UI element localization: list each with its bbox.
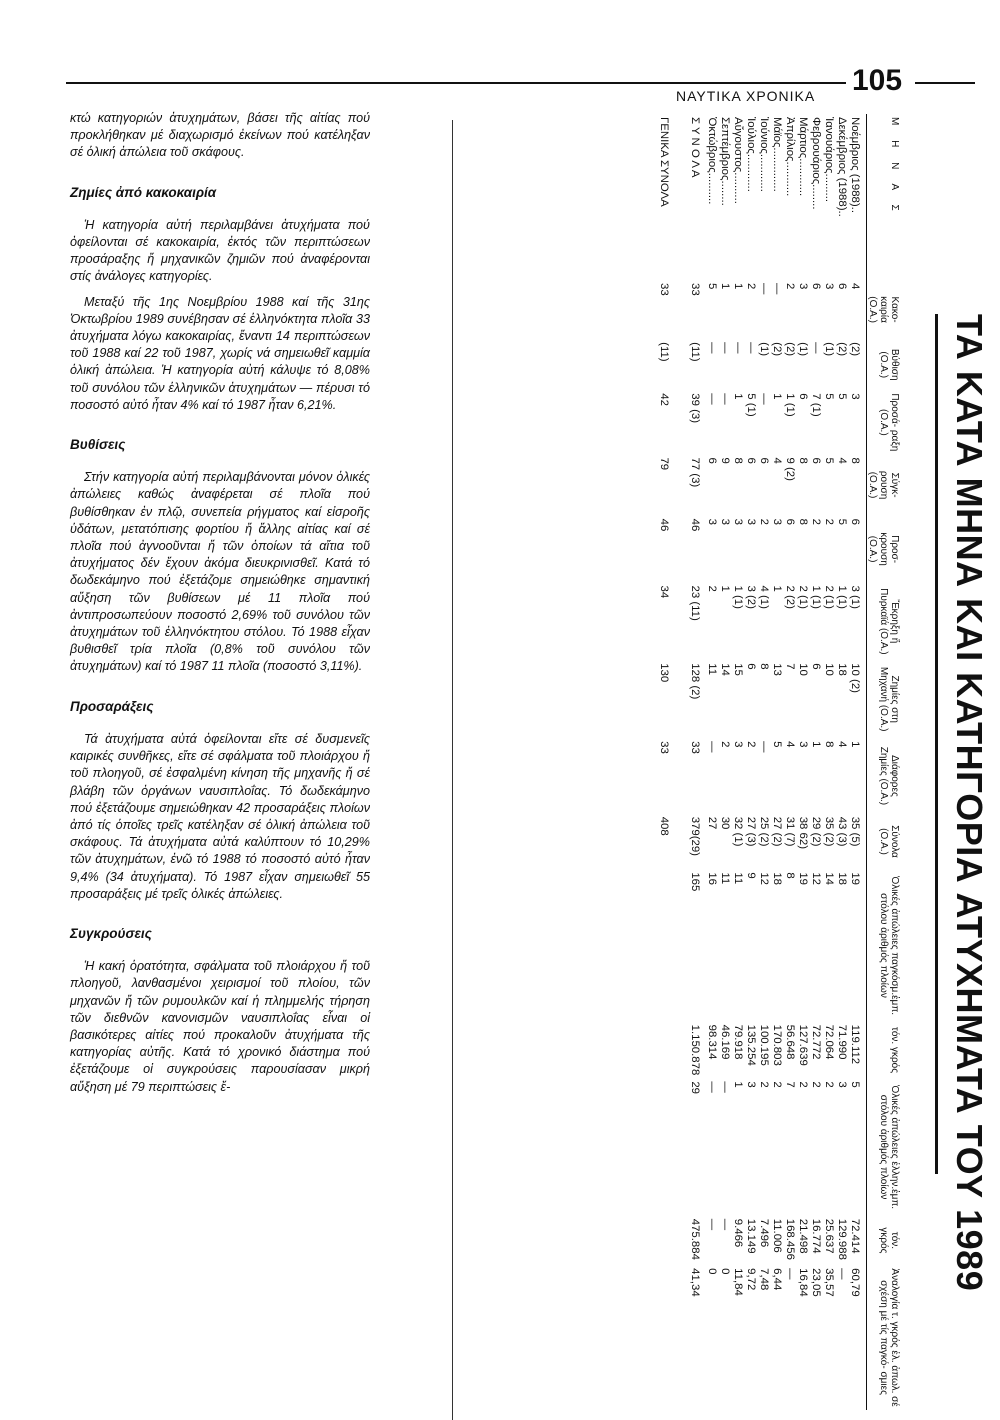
value-cell: 23,05 [810, 1268, 823, 1297]
value-cell: 35 (2) [823, 816, 836, 847]
value-cell: 33 [689, 283, 702, 296]
column-header: Ἔκρηξη ἤ Πυρκαϊά (Ο.Α.) [878, 588, 900, 655]
section-heading: Συγκρούσεις [70, 925, 152, 941]
month-cell: ΓΕΝΙΚΑ ΣΥΝΟΛΑ [658, 117, 671, 207]
column-header: Ζημίες στη Μηχανή (Ο.Α.) [878, 666, 900, 732]
value-cell: 6 [836, 283, 849, 290]
value-cell: 3 [849, 393, 862, 400]
value-cell: 3 [836, 1081, 849, 1088]
value-cell: 127.639 [797, 1024, 810, 1066]
value-cell: 41,34 [689, 1268, 702, 1297]
value-cell: 130 [658, 663, 671, 683]
value-cell: 168.456 [784, 1218, 797, 1260]
value-cell: 0 [706, 1268, 719, 1275]
value-cell: — [758, 283, 771, 295]
value-cell: 39 (3) [689, 393, 702, 423]
value-cell [658, 1022, 689, 1079]
value-cell: 6 [784, 518, 797, 525]
month-cell: Ὀκτώβριος.......... [706, 117, 719, 205]
table-header-row [867, 114, 901, 1410]
value-cell: 33 [689, 741, 702, 754]
value-cell: 1 [719, 283, 732, 290]
value-cell: 27 (3) [745, 816, 758, 847]
accidents-table [658, 114, 900, 1410]
value-cell: — [719, 393, 732, 405]
value-cell: 10 [823, 663, 836, 676]
month-cell: Νοέμβριος (1988).. [849, 117, 862, 214]
value-cell: 33 [658, 283, 671, 296]
value-cell: 170.803 [771, 1024, 784, 1066]
value-cell: 3 [719, 518, 732, 525]
value-cell: (1) [797, 342, 810, 357]
value-cell: 38 62) [797, 816, 810, 849]
value-cell: 43 (3) [836, 816, 849, 847]
table-row [784, 114, 797, 1410]
table-row [836, 114, 849, 1410]
value-cell: 1 [849, 741, 862, 748]
grand-total-row [658, 114, 689, 1410]
value-cell: 12 [810, 872, 823, 886]
section-heading: Προσαράξεις [70, 698, 154, 714]
paragraph: Τά ἀτυχήματα αὐτά ὀφείλονται εἴτε σέ δυσμενεῖς καιρικές συνθῆκες, εἴτε σέ σφάλματα τοῦ πλοιάρχου ἤ τοῦ πλοηγοῦ, σέ ἐσφαλμένη κίνηση τῆς μηχανῆς ἤ σέ βλάβη τῶν ὀργάνων ναυσιπλοΐας. Τό δωδεκάμηνο πού ἐξετάζουμε σημειώθηκαν 42 προσαράξεις πλοίων ἀπό τίς ὁποῖες τρεῖς κατέληξαν σέ ὁλική ἀπώλεια τοῦ σκάφους. Τά ἀτυχήματα αὐτά καλύπτουν τό 10,29% τῶν ἀτυχημάτων, ἐνῶ τό 1988 τό ποσοστό αὐτό ἦταν 9,4% (34 ἀτυχήματα). Τό 1987 εἶχαν σημειωθεῖ 55 προσαράξεις μέ τρεῖς ὁλικές ἀπώλειες. [70, 731, 370, 901]
value-cell: — [706, 1081, 719, 1093]
value-cell: — [719, 1218, 732, 1231]
value-cell: 25.637 [823, 1218, 836, 1254]
table-row [849, 114, 862, 1410]
value-cell: 5 [836, 518, 849, 525]
value-cell: 1 [810, 741, 823, 748]
table-row [771, 114, 784, 1410]
value-cell: 7.496 [758, 1218, 771, 1248]
value-cell: 46 [689, 518, 702, 532]
value-cell: 100.195 [758, 1024, 771, 1066]
paragraph: Στήν κατηγορία αὐτή περιλαμβάνονται μόνον ὁλικές ἀπώλειες καθώς ἀναφέρεται σέ πλοῖα πού βυθίσθηκαν ἐν πλῷ, συνεπεία ρήγματος καί εἰσροῆς ὑδάτων, μετατόπισης φορτίου ἤ ἄλλης αἰτίας καί σέ πλοῖα πού ἀγνοοῦνται ἤ τῶν ὁποίων τά αἴτια τοῦ ἀτυχήματος δέν ἔχουν ἀκόμα διευκρινισθεῖ. Κατά τό δωδεκάμηνο πού ἐξετάζομε σημειώθηκε σημαντική αὔξηση τῶν βυθίσεων μέ 11 πλοῖα πού ἀντιπροσωπεύουν ποσοστό 2,69% τοῦ συνόλου τῶν ἀτυχημάτων τοῦ ἑλληνόκτητου στόλου. Τό 1988 εἶχαν βυθισθεῖ τρία πλοῖα (0,8% τοῦ συνόλου τῶν ἀτυχημάτων) καί τό 1987 11 πλοῖα (ποσοστό 3,11%). [70, 470, 370, 674]
value-cell: 18 [836, 872, 849, 886]
value-cell: 16,84 [797, 1268, 810, 1297]
value-cell: 9 [745, 872, 758, 879]
value-cell: (1) [823, 342, 836, 357]
value-cell: 3 [797, 283, 810, 290]
month-cell: Ἀπρίλιος........... [784, 117, 797, 197]
value-cell: 3 [732, 741, 745, 748]
value-cell: 0 [719, 1268, 732, 1275]
sum-row [689, 114, 706, 1410]
value-cell: — [745, 342, 758, 354]
value-cell: 5 [823, 393, 836, 400]
value-cell: — [706, 342, 719, 354]
value-cell: — [732, 342, 745, 354]
value-cell: 4 [836, 741, 849, 748]
table-row [823, 114, 836, 1410]
value-cell: 79.918 [732, 1024, 745, 1060]
value-cell: 16.774 [810, 1218, 823, 1254]
title-rule [935, 314, 938, 1174]
value-cell: 3 (2) [745, 585, 758, 609]
value-cell: 13 [771, 663, 784, 676]
value-cell: 6 [797, 393, 810, 400]
column-header: Διάφορες Ζημίες (Ο.Α.) [878, 746, 900, 806]
value-cell: (2) [771, 342, 784, 357]
table-row [706, 114, 719, 1410]
value-cell: 8 [797, 457, 810, 464]
value-cell: 27 [706, 816, 719, 830]
value-cell: 6 [810, 283, 823, 290]
value-cell: 19 [849, 872, 862, 886]
value-cell: 3 [745, 1081, 758, 1088]
value-cell: 1 (1) [836, 585, 849, 609]
value-cell: 34 [658, 585, 671, 599]
header-rule-row [862, 114, 867, 1410]
value-cell: 5 [823, 457, 836, 464]
value-cell: 11,84 [732, 1268, 745, 1296]
value-cell: 2 [810, 1081, 823, 1088]
value-cell: 8 [797, 518, 810, 525]
value-cell: 1 [732, 283, 745, 290]
value-cell: 60,79 [849, 1268, 862, 1297]
value-cell: 5 [771, 741, 784, 748]
journal-title: ΝΑΥΤΙΚΑ ΧΡΟΝΙΚΑ [676, 88, 816, 104]
value-cell: 7 (1) [810, 393, 823, 417]
column-header: Ὁλικές ἀπώλειες ἑλλην.ἐμπ. στόλου ἀριθμός πλοίων [878, 1084, 900, 1210]
value-cell: 11 [719, 872, 732, 885]
value-cell: 31 (7) [784, 816, 797, 847]
month-cell: Αὔγουστος.......... [732, 117, 745, 204]
month-cell: Σ Υ Ν Ο Λ Α [689, 117, 702, 178]
value-cell: 30 [719, 816, 732, 830]
column-header: Σύνολα (Ο.Α.) [878, 825, 900, 858]
value-cell: 4 [836, 457, 849, 464]
value-cell: (1) [758, 342, 771, 357]
paragraph: Μεταξύ τῆς 1ης Νοεμβρίου 1988 καί τῆς 31ης Ὀκτωβρίου 1989 συνέβησαν σέ ἑλληνόκτητα πλοῖα 33 ἀτυχήματα λόγω κακοκαιρίας, ἔναντι 14 περιπτώσεων τοῦ 1988 καί 22 τοῦ 1987, χωρίς νά σημειωθεῖ καμμία ὁλική ἀπώλεια. Ἡ κατηγορία αὐτή κάλυψε τό 8,08% τοῦ συνόλου τῶν ἑλληνικῶν ἀτυχημάτων — πέρυσι τό ποσοστό αὐτό ἦταν 4% καί τό 1987 ἦταν 6,21%. [70, 294, 370, 412]
value-cell: 3 [745, 518, 758, 525]
column-divider [452, 120, 453, 1420]
value-cell: (2) [849, 342, 862, 357]
value-cell: 475.884 [689, 1218, 702, 1260]
table-row [719, 114, 732, 1410]
value-cell: — [706, 393, 719, 405]
column-header: Σύγκ- ρουση (Ο.Α.) [867, 470, 900, 500]
value-cell: 14 [823, 872, 836, 886]
value-cell: 46 [658, 518, 671, 532]
value-cell: 9,72 [745, 1268, 758, 1291]
section-heading: Ζημίες ἀπό κακοκαιρία [70, 184, 217, 200]
value-cell: 9.466 [732, 1218, 745, 1248]
value-cell: 6 [758, 457, 771, 464]
column-header: τόν. γκρός [878, 1227, 900, 1254]
column-header: Βύθιση (Ο.Α.) [878, 348, 900, 381]
month-cell: Φεβρουάριος........ [810, 117, 823, 210]
value-cell: 6 [810, 457, 823, 464]
value-cell: 5 (1) [745, 393, 758, 417]
value-cell: 21.498 [797, 1218, 810, 1254]
value-cell: 11 [706, 663, 719, 676]
value-cell: 12 [758, 872, 771, 886]
value-cell: 2 [758, 518, 771, 525]
value-cell: 9 [719, 457, 732, 464]
value-cell: 23 (11) [689, 585, 702, 621]
value-cell: 1 [719, 585, 732, 592]
value-cell: 2 [719, 741, 732, 748]
value-cell: 35,57 [823, 1268, 836, 1297]
value-cell: 3 [823, 283, 836, 290]
value-cell: 2 [771, 1081, 784, 1088]
value-cell: 16 [706, 872, 719, 886]
table-row [810, 114, 823, 1410]
value-cell: 2 [797, 1081, 810, 1088]
value-cell: 8 [784, 872, 797, 879]
value-cell: 27 (2) [771, 816, 784, 847]
column-header: Κακο- καιρία (Ο.Α.) [867, 296, 900, 323]
value-cell: 19 [797, 872, 810, 886]
table-row [758, 114, 771, 1410]
month-cell: Ἰανουάριος......... [823, 117, 836, 203]
value-cell: 72.772 [810, 1024, 823, 1060]
page-number: 105 [852, 64, 903, 97]
article-column [70, 110, 370, 1104]
value-cell: 6 [745, 457, 758, 464]
value-cell: 6 [810, 663, 823, 670]
value-cell: 25 (2) [758, 816, 771, 847]
value-cell: 98.314 [706, 1024, 719, 1060]
value-cell: 2 (1) [823, 585, 836, 609]
column-header: Μ Η Ν Α Σ [889, 117, 900, 217]
value-cell: 7,48 [758, 1268, 771, 1291]
paragraph: Ἡ κατηγορία αὐτή περιλαμβάνει ἀτυχήματα πού ὀφείλονται σέ κακοκαιρία, ἐκτός τῶν περιπτώσεων προσάραξης ἤ μηχανικῶν ζημιῶν πού ἀναφέρονται στίς ἀνάλογες κατηγορίες. [70, 217, 370, 284]
value-cell [658, 1265, 689, 1410]
value-cell: 1 (1) [810, 585, 823, 609]
value-cell: 72.414 [849, 1218, 862, 1254]
value-cell: 128 (2) [689, 663, 702, 700]
value-cell: 72.064 [823, 1024, 836, 1060]
value-cell: 165 [689, 872, 702, 892]
value-cell: 7 [784, 663, 797, 670]
value-cell: 18 [836, 663, 849, 676]
value-cell: 6,44 [771, 1268, 784, 1291]
value-cell: 18 [771, 872, 784, 886]
value-cell: 2 [758, 1081, 771, 1088]
column-header: Ὁλικές ἀπώλειες παγκόσμ.ἐμπ. στόλου ἀριθμός πλοίων [878, 875, 900, 1015]
value-cell: 32 (1) [732, 816, 745, 847]
value-cell: 10 (2) [849, 663, 862, 693]
value-cell: — [758, 741, 771, 753]
value-cell: 5 [849, 1081, 862, 1088]
month-cell: Δεκέμβριος (1988).. [836, 117, 849, 217]
value-cell: (2) [784, 342, 797, 357]
table-row [732, 114, 745, 1410]
value-cell: 79 [658, 457, 671, 471]
value-cell: (11) [658, 342, 671, 362]
value-cell: 119.112 [849, 1024, 862, 1065]
value-cell: — [706, 741, 719, 753]
column-header: Προσά- ραξη (Ο.Α.) [878, 393, 900, 452]
value-cell: 10 [797, 663, 810, 676]
value-cell: 77 (3) [689, 457, 702, 488]
value-cell: 7 [784, 1081, 797, 1088]
value-cell [658, 1216, 689, 1265]
rotated-table-block [470, 100, 990, 1410]
value-cell: 2 [823, 1081, 836, 1088]
value-cell: 4 [849, 283, 862, 290]
value-cell: 15 [732, 663, 745, 676]
value-cell: 3 [732, 518, 745, 525]
value-cell: 8 [849, 457, 862, 464]
value-cell: 8 [758, 663, 771, 670]
header-rule [66, 82, 846, 84]
column-header: τόν. γκρός [889, 1026, 900, 1074]
table-title: ΤΑ ΚΑΤΑ ΜΗΝΑ ΚΑΙ ΚΑΤΗΓΟΡΙΑ ΑΤΥΧΗΜΑΤΑ ΤΟΥ 1989 [949, 314, 990, 1292]
value-cell: 2 [823, 518, 836, 525]
value-cell: 2 [745, 283, 758, 290]
value-cell: 2 (1) [797, 585, 810, 609]
value-cell: 11.006 [771, 1218, 784, 1253]
value-cell: 2 [706, 585, 719, 592]
month-cell: Ἰούνιος............ [758, 117, 771, 192]
value-cell: 11 [732, 872, 745, 885]
table-row [797, 114, 810, 1410]
value-cell: 29 [689, 1081, 702, 1094]
month-cell: Μάϊος.............. [771, 117, 784, 192]
value-cell: 4 (1) [758, 585, 771, 609]
value-cell: 6 [849, 518, 862, 525]
rule-cell [862, 114, 867, 1410]
value-cell: 35 (5) [849, 816, 862, 847]
value-cell: 1 (1) [784, 393, 797, 417]
value-cell: 6 [706, 457, 719, 464]
value-cell: 1 [771, 393, 784, 400]
value-cell: 33 [658, 741, 671, 754]
value-cell: 29 (2) [810, 816, 823, 847]
value-cell: (11) [689, 342, 702, 362]
value-cell: 9 (2) [784, 457, 797, 481]
month-cell: Ἰούλιος............ [745, 117, 758, 192]
value-cell: — [784, 1268, 797, 1280]
value-cell: — [810, 342, 823, 354]
value-cell: 4 [771, 457, 784, 464]
value-cell: 379(29) [689, 816, 702, 856]
value-cell: 71.990 [836, 1024, 849, 1060]
value-cell: 56.648 [784, 1024, 797, 1060]
value-cell: 5 [836, 393, 849, 400]
value-cell: 2 [784, 283, 797, 290]
value-cell: — [719, 1081, 732, 1093]
section-heading: Βυθίσεις [70, 437, 126, 453]
value-cell: 13.149 [745, 1218, 758, 1254]
value-cell: — [836, 1268, 849, 1280]
value-cell [658, 1078, 689, 1215]
value-cell: 3 [706, 518, 719, 525]
value-cell: 5 [706, 283, 719, 290]
value-cell: 1 [732, 1081, 745, 1088]
column-header: Προσ- κρουση (Ο.Α.) [867, 532, 900, 566]
month-cell: Σεπτέμβριος........ [719, 117, 732, 206]
table-row [745, 114, 758, 1410]
value-cell: 3 [771, 518, 784, 525]
intro-paragraph: κτώ κατηγοριών ἀτυχημάτων, βάσει τῆς αἰτίας πού προκλήθηκαν μέ διαχωρισμό ἐκείνων πού κατέληξαν σέ ὁλική ἀπώλεια τοῦ σκάφους. [70, 111, 370, 160]
value-cell: — [706, 1218, 719, 1231]
value-cell: 1 (1) [732, 585, 745, 609]
value-cell: 8 [823, 741, 836, 748]
value-cell: 1 [732, 393, 745, 400]
value-cell: — [719, 342, 732, 354]
value-cell: 4 [784, 741, 797, 748]
value-cell: 42 [658, 393, 671, 406]
value-cell: 408 [658, 816, 671, 836]
value-cell: 6 [745, 663, 758, 670]
value-cell: 46.169 [719, 1024, 732, 1060]
value-cell: 1.150.878 [689, 1024, 702, 1076]
value-cell: 1 [771, 585, 784, 592]
value-cell: 8 [732, 457, 745, 464]
value-cell: 2 [810, 518, 823, 525]
value-cell: 3 [797, 741, 810, 748]
value-cell: — [771, 283, 784, 295]
value-cell: 129.988 [836, 1218, 849, 1260]
value-cell: 14 [719, 663, 732, 676]
column-header: Ἀναλογία τ. γκρός ἑλ. ἀπωλ. σέ σχέση μέ τίς παγκό- σμιες [878, 1268, 900, 1407]
paragraph: Ἡ κακή ὁρατότητα, σφάλματα τοῦ πλοιάρχου ἤ τοῦ πλοηγοῦ, λανθασμένοι χειρισμοί τοῦ πλοίου, τῶν μηχανῶν ἤ τῶν ρυμουλκῶν καί ἡ πλημμελής τήρηση τῶν διεθνῶν κανονισμῶν ναυσιπλοΐας εἶναι οἱ βασικότερες αἰτίες πού προκαλοῦν ἀτυχήματα τῆς κατηγορίας αὐτῆς. Κατά τό χρονικό διάστημα πού ἐξετάζουμε οἱ συγκρούσεις παρουσίασαν μικρή αὔξηση μέ 79 περιπτώσεις ἔ- [70, 959, 370, 1094]
value-cell: (2) [836, 342, 849, 357]
value-cell: 2 (2) [784, 585, 797, 609]
month-cell: Μάρτιος............ [797, 117, 810, 197]
value-cell: 3 (1) [849, 585, 862, 609]
value-cell: 2 [745, 741, 758, 748]
header-rule-right [915, 82, 975, 84]
value-cell: — [758, 393, 771, 405]
value-cell: 135.254 [745, 1024, 758, 1066]
value-cell [658, 869, 689, 1021]
